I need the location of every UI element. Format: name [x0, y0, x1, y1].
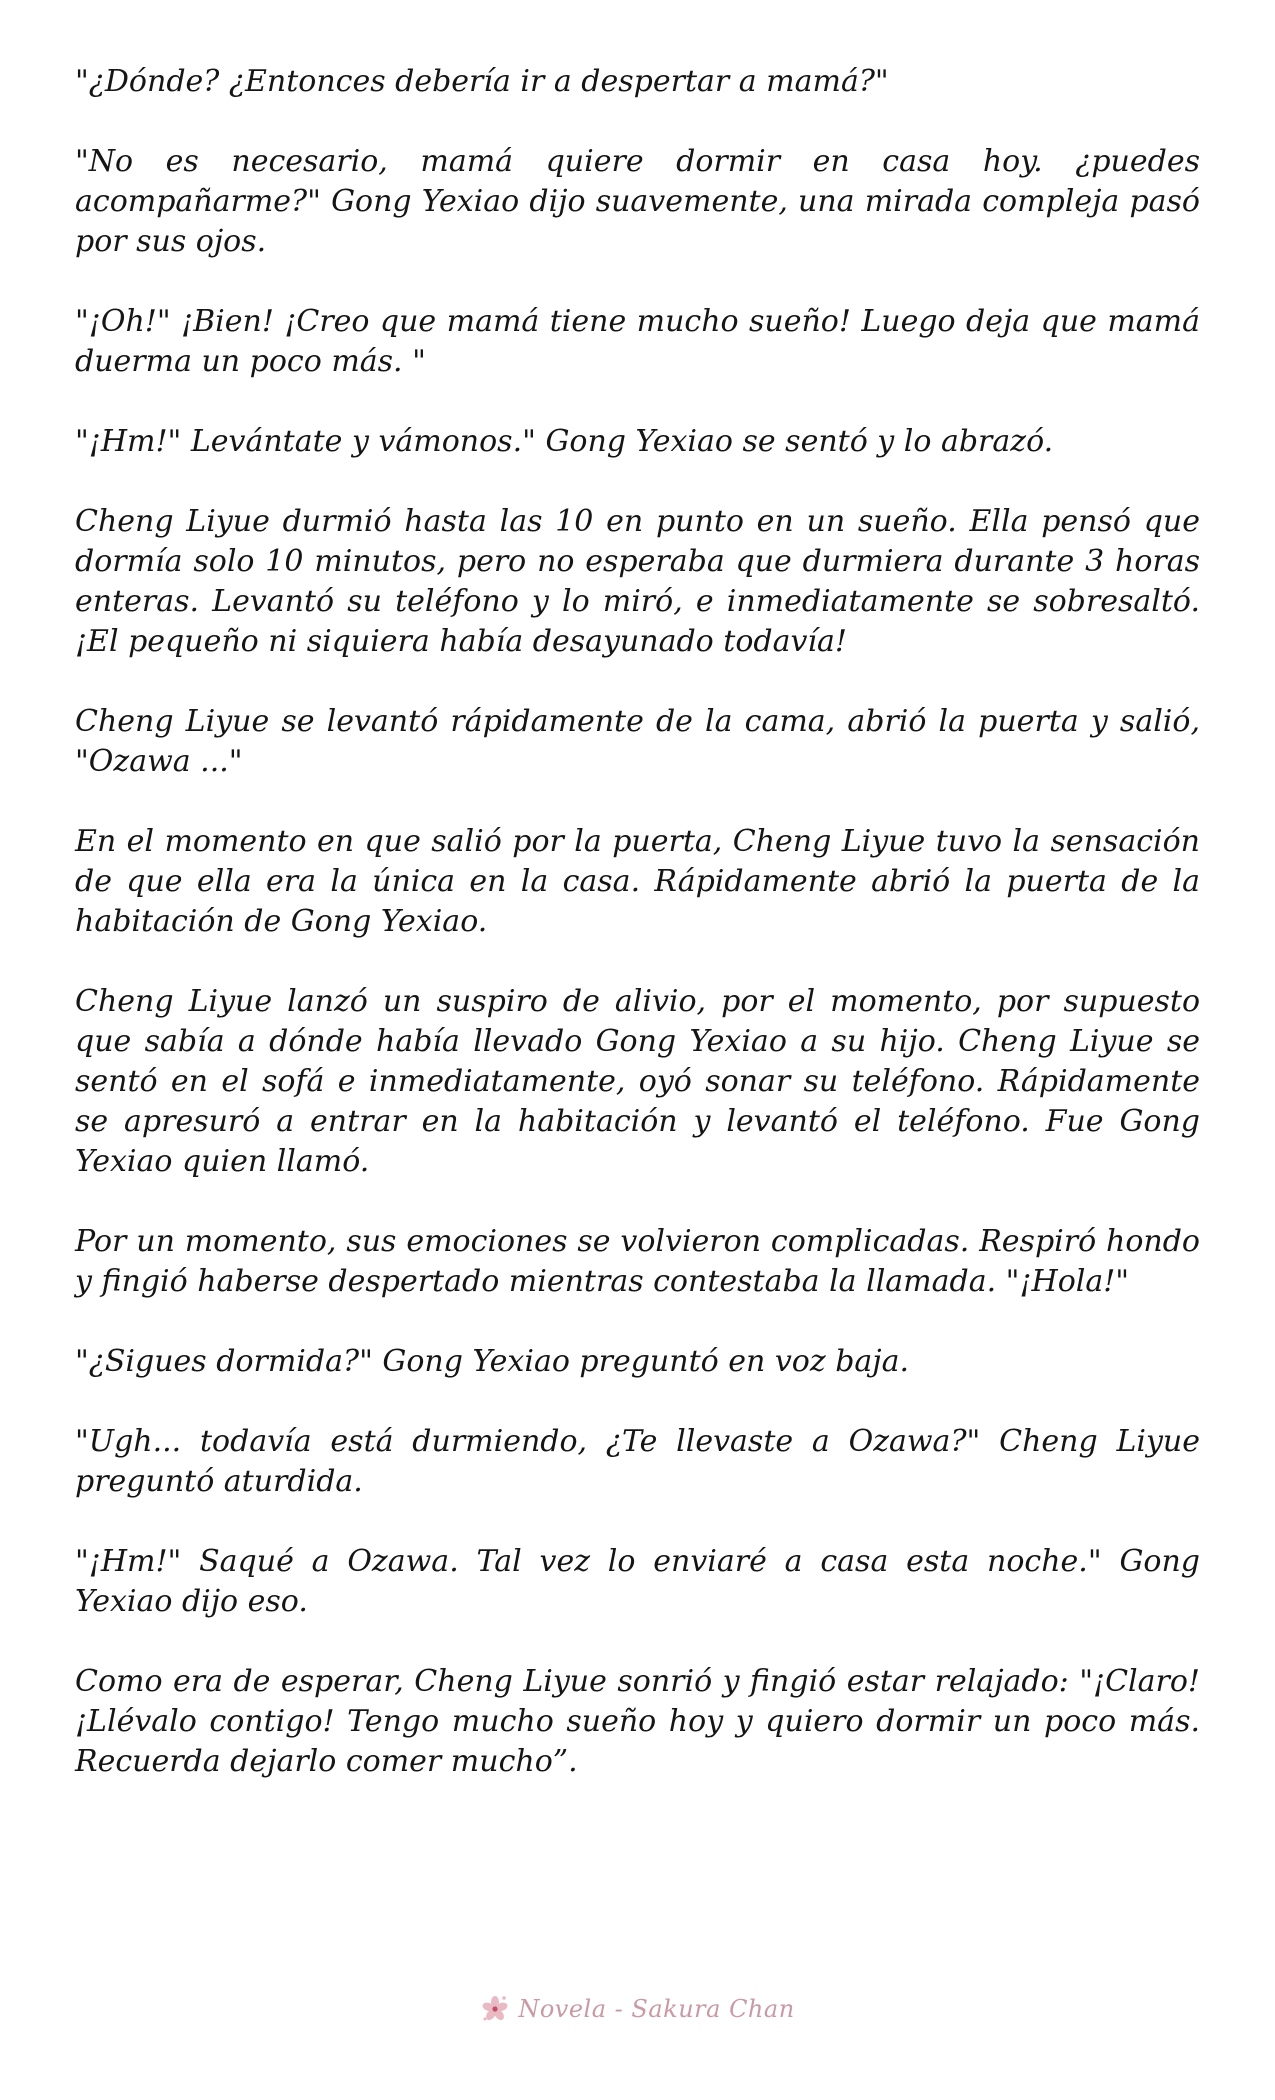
paragraph-11: "Ugh... todavía está durmiendo, ¿Te llevaste a Ozawa?" Cheng Liyue preguntó aturdida. — [75, 1424, 1200, 1499]
paragraph-9: Por un momento, sus emociones se volvieron complicadas. Respiró hondo y fingió haberse despertado mientras contestaba la llamada. "¡Hola!" — [75, 1224, 1200, 1299]
sakura-flower-icon — [480, 1994, 510, 2024]
paragraph-7: En el momento en que salió por la puerta, Cheng Liyue tuvo la sensación de que ella era la única en la casa. Rápidamente abrió la puerta de la habitación de Gong Yexiao. — [75, 824, 1200, 939]
paragraph-5: Cheng Liyue durmió hasta las 10 en punto en un sueño. Ella pensó que dormía solo 10 minutos, pero no esperaba que durmiera durante 3 horas enteras. Levantó su teléfono y lo miró, e inmediatamente se sobresaltó. ¡El pequeño ni siquiera había desayunado todavía! — [75, 504, 1200, 659]
footer-brand-text: Novela - Sakura Chan — [518, 1995, 795, 2023]
paragraph-2: "No es necesario, mamá quiere dormir en casa hoy. ¿puedes acompañarme?" Gong Yexiao dijo suavemente, una mirada compleja pasó por sus ojos. — [75, 144, 1200, 259]
footer-watermark — [0, 1984, 1275, 2034]
story-text — [75, 62, 1200, 1822]
paragraph-3: "¡Oh!" ¡Bien! ¡Creo que mamá tiene mucho sueño! Luego deja que mamá duerma un poco más. " — [75, 304, 1200, 379]
paragraph-6: Cheng Liyue se levantó rápidamente de la cama, abrió la puerta y salió, "Ozawa ..." — [75, 704, 1200, 779]
paragraph-13: Como era de esperar, Cheng Liyue sonrió y fingió estar relajado: "¡Claro! ¡Llévalo contigo! Tengo mucho sueño hoy y quiero dormir un poco más. Recuerda dejarlo comer mucho”. — [75, 1664, 1200, 1779]
paragraph-12: "¡Hm!" Saqué a Ozawa. Tal vez lo enviaré a casa esta noche." Gong Yexiao dijo eso. — [75, 1544, 1200, 1619]
paragraph-4: "¡Hm!" Levántate y vámonos." Gong Yexiao se sentó y lo abrazó. — [75, 424, 1054, 459]
paragraph-1: "¿Dónde? ¿Entonces debería ir a despertar a mamá?" — [75, 64, 889, 99]
paragraph-8: Cheng Liyue lanzó un suspiro de alivio, por el momento, por supuesto que sabía a dónde había llevado Gong Yexiao a su hijo. Cheng Liyue se sentó en el sofá e inmediatamente, oyó sonar su teléfono. Rápidamente se apresuró a entrar en la habitación y levantó el teléfono. Fue Gong Yexiao quien llamó. — [75, 984, 1200, 1179]
paragraph-10: "¿Sigues dormida?" Gong Yexiao preguntó en voz baja. — [75, 1344, 910, 1379]
